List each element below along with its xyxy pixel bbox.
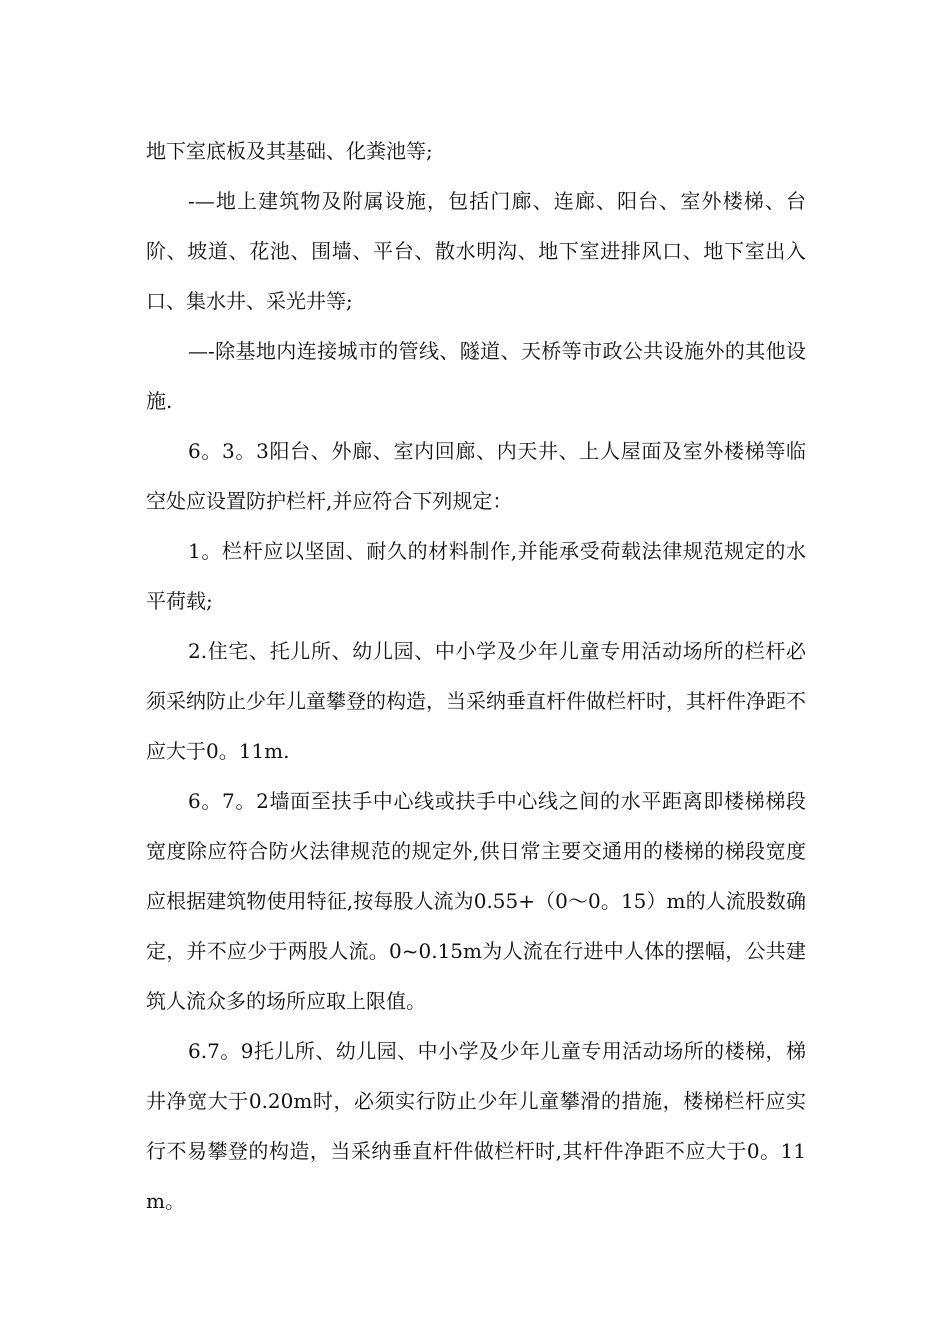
document-body [146, 126, 806, 1226]
paragraph-clause-6-7-2: 6。7。2墙面至扶手中心线或扶手中心线之间的水平距离即楼梯梯段宽度除应符合防火法律规范的规定外,供日常主要交通用的楼梯的梯段宽度应根据建筑物使用特征,按每股人流为0.55+（0～0。15）m的人流股数确定，并不应少于两股人流。0~0.15m为人流在行进中人体的摆幅，公共建筑人流众多的场所应取上限值。 [146, 789, 806, 1013]
paragraph-item-2: 2.住宅、托儿所、幼儿园、中小学及少年儿童专用活动场所的栏杆必须采纳防止少年儿童攀登的构造，当采纳垂直杆件做栏杆时，其杆件净距不应大于0。11m. [146, 639, 806, 763]
paragraph-clause-6-7-9: 6.7。9托儿所、幼儿园、中小学及少年儿童专用活动场所的楼梯，梯井净宽大于0.20m时，必须实行防止少年儿童攀滑的措施，楼梯栏杆应实行不易攀登的构造，当采纳垂直杆件做栏杆时,其杆件净距不应大于0。11m。 [146, 1039, 806, 1213]
paragraph-above-ground-facilities: -—地上建筑物及附属设施，包括门廊、连廊、阳台、室外楼梯、台阶、坡道、花池、围墙、平台、散水明沟、地下室进排风口、地下室出入口、集水井、采光井等; [146, 189, 806, 313]
paragraph-basement-foundation: 地下室底板及其基础、化粪池等; [146, 139, 433, 163]
paragraph-item-1: 1。栏杆应以坚固、耐久的材料制作,并能承受荷载法律规范规定的水平荷载; [146, 539, 806, 613]
paragraph-clause-6-3-3: 6。3。3阳台、外廊、室内回廊、内天井、上人屋面及室外楼梯等临空处应设置防护栏杆,并应符合下列规定： [146, 439, 806, 513]
paragraph-other-facilities: —-除基地内连接城市的管线、隧道、天桥等市政公共设施外的其他设施. [146, 339, 806, 413]
